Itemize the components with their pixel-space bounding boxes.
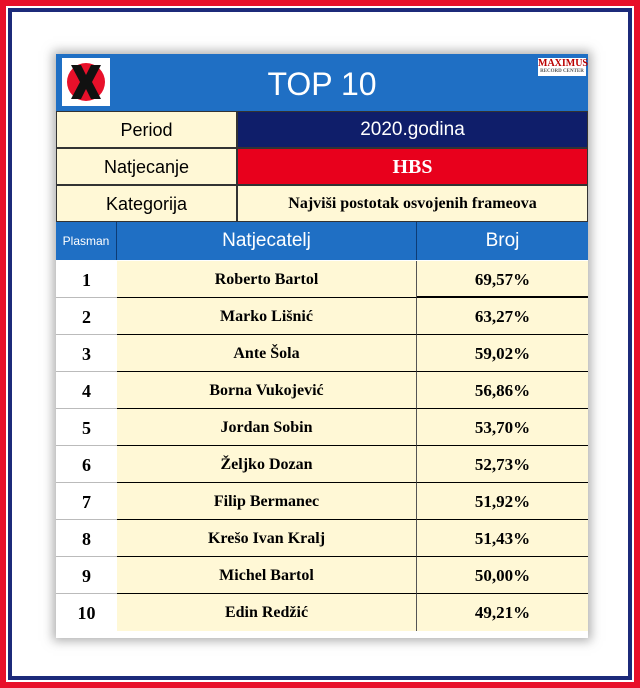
column-header-plasman: Plasman <box>56 222 117 260</box>
table-row <box>56 409 588 446</box>
rank-cell: 3 <box>56 335 117 372</box>
rank-cell: 6 <box>56 446 117 483</box>
name-cell: Filip Bermanec <box>117 483 417 520</box>
maximus-logo-icon: MAXIMUS RECORD CENTER <box>538 58 588 74</box>
page-title: TOP 10 <box>267 66 377 102</box>
rank-cell: 1 <box>56 261 117 298</box>
category-label: Kategorija <box>56 185 237 222</box>
x-logo-icon <box>62 58 110 106</box>
ranking-card <box>56 54 588 638</box>
competition-value: HBS <box>237 148 588 185</box>
table-row <box>56 446 588 483</box>
period-value: 2020.godina <box>237 111 588 148</box>
value-cell: 49,21% <box>417 594 588 631</box>
name-cell: Edin Redžić <box>117 594 417 631</box>
value-cell: 59,02% <box>417 335 588 372</box>
category-value: Najviši postotak osvojenih frameova <box>237 185 588 222</box>
rank-cell: 2 <box>56 298 117 335</box>
name-cell: Marko Lišnić <box>117 298 417 335</box>
table-row <box>56 298 588 335</box>
value-cell: 69,57% <box>417 261 588 298</box>
table-row <box>56 483 588 520</box>
name-cell: Borna Vukojević <box>117 372 417 409</box>
value-cell: 56,86% <box>417 372 588 409</box>
period-label: Period <box>56 111 237 148</box>
rank-cell: 7 <box>56 483 117 520</box>
column-header-broj: Broj <box>417 222 588 260</box>
table-row <box>56 520 588 557</box>
name-cell: Michel Bartol <box>117 557 417 594</box>
rank-cell: 9 <box>56 557 117 594</box>
name-cell: Jordan Sobin <box>117 409 417 446</box>
table-row <box>56 335 588 372</box>
table-row <box>56 261 588 298</box>
name-cell: Roberto Bartol <box>117 261 417 298</box>
info-row-competition <box>56 148 588 185</box>
name-cell: Željko Dozan <box>117 446 417 483</box>
rank-cell: 4 <box>56 372 117 409</box>
name-cell: Krešo Ivan Kralj <box>117 520 417 557</box>
value-cell: 50,00% <box>417 557 588 594</box>
value-cell: 51,92% <box>417 483 588 520</box>
rank-cell: 10 <box>56 594 117 631</box>
value-cell: 63,27% <box>417 298 588 335</box>
table-row <box>56 372 588 409</box>
value-cell: 52,73% <box>417 446 588 483</box>
value-cell: 51,43% <box>417 520 588 557</box>
value-cell: 53,70% <box>417 409 588 446</box>
rank-cell: 8 <box>56 520 117 557</box>
name-cell: Ante Šola <box>117 335 417 372</box>
table-row <box>56 557 588 594</box>
title-header <box>56 54 588 111</box>
column-header-natjecatelj: Natjecatelj <box>117 222 417 260</box>
table-row <box>56 594 588 631</box>
info-row-period <box>56 111 588 148</box>
rank-cell: 5 <box>56 409 117 446</box>
info-row-category <box>56 185 588 222</box>
competition-label: Natjecanje <box>56 148 237 185</box>
